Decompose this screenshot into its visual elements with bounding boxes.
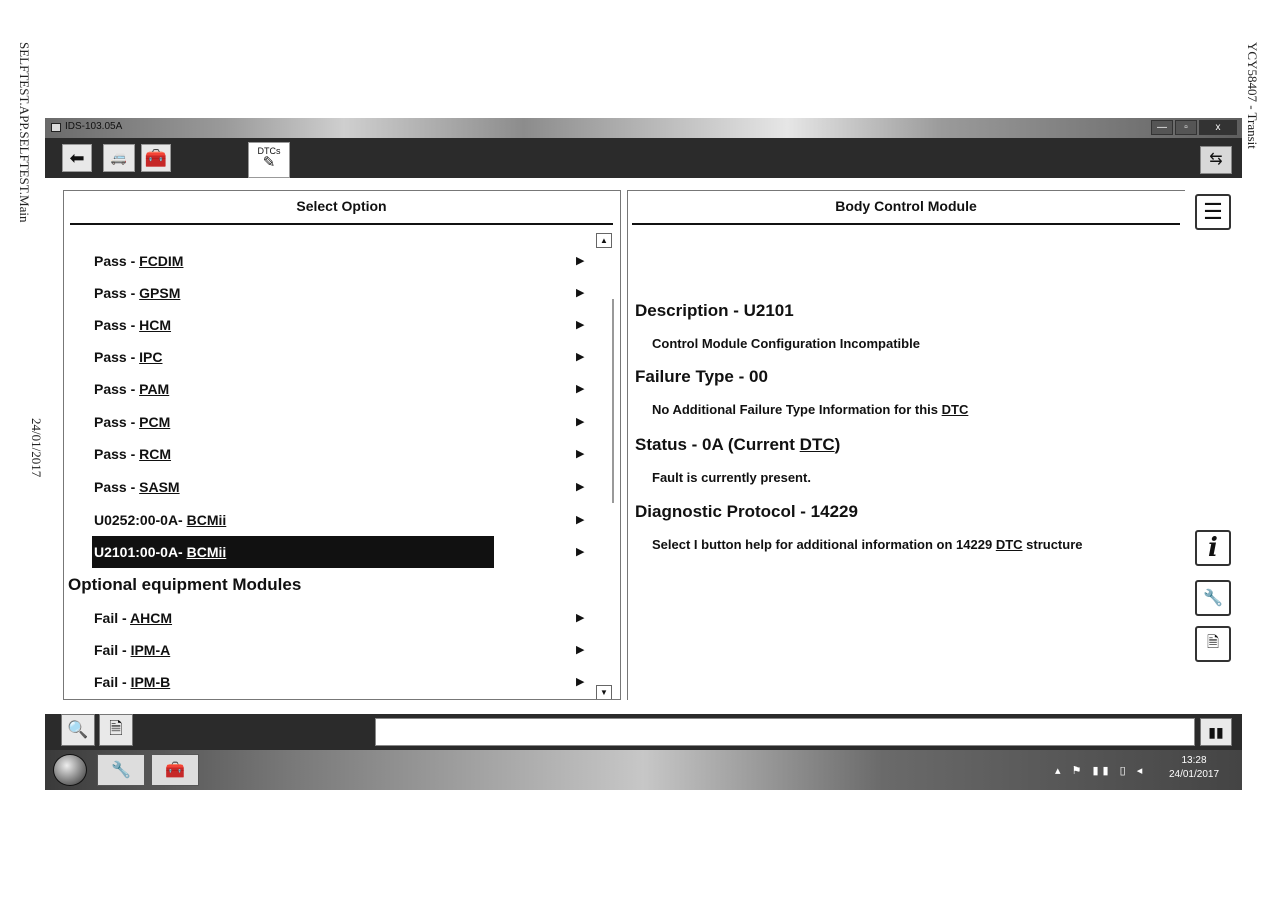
scroll-up-button[interactable]: ▲ xyxy=(596,233,612,248)
list-item[interactable]: U0252:00-0A- BCMii xyxy=(94,512,227,528)
dtc-link[interactable]: DTC xyxy=(799,435,835,454)
dtc-tab-label: DTCs xyxy=(257,146,281,156)
main-content xyxy=(45,178,1242,714)
module-link[interactable]: PAM xyxy=(139,381,170,397)
list-item[interactable]: Fail - AHCM xyxy=(94,610,173,626)
module-link[interactable]: IPC xyxy=(139,349,163,365)
start-button[interactable] xyxy=(53,754,87,786)
taskbar-clock[interactable] xyxy=(1159,754,1229,782)
module-link[interactable]: IPM-B xyxy=(130,674,171,690)
clock-time: 13:28 xyxy=(1181,755,1207,766)
toolbox-icon[interactable]: 🧰 xyxy=(141,144,171,172)
windows-taskbar xyxy=(45,750,1242,790)
window-icon xyxy=(51,123,61,132)
protocol-text: Select I button help for additional information on 14229 DTC structure xyxy=(652,537,1083,552)
select-option-header: Select Option xyxy=(70,191,613,225)
expand-arrow-icon[interactable]: ▶ xyxy=(576,546,585,558)
page-margin-vehicle: YCY58407 - Transit xyxy=(1245,42,1260,149)
list-item[interactable]: Pass - PCM xyxy=(94,414,171,430)
status-bar xyxy=(45,714,1242,750)
list-item[interactable]: Fail - IPM-A xyxy=(94,642,171,658)
module-link[interactable]: BCMii xyxy=(186,512,227,528)
list-item[interactable]: Pass - IPC xyxy=(94,349,163,365)
list-item[interactable]: Pass - RCM xyxy=(94,446,172,462)
title-bar xyxy=(45,118,1242,138)
module-link[interactable]: HCM xyxy=(139,317,172,333)
close-button[interactable]: x xyxy=(1199,120,1237,135)
dtc-link[interactable]: DTC xyxy=(941,402,969,417)
list-item-selected[interactable]: U2101:00-0A- BCMii xyxy=(92,536,494,568)
tab-dtcs[interactable] xyxy=(248,142,290,178)
expand-arrow-icon[interactable]: ▶ xyxy=(576,319,585,331)
dtc-link[interactable]: DTC xyxy=(995,537,1023,552)
list-item[interactable]: Pass - FCDIM xyxy=(94,253,184,269)
main-toolbar xyxy=(45,138,1242,178)
expand-arrow-icon[interactable]: ▶ xyxy=(576,416,585,428)
list-item[interactable]: Pass - GPSM xyxy=(94,285,181,301)
select-option-pane xyxy=(63,190,621,700)
status-heading: Status - 0A (Current DTC) xyxy=(635,435,841,454)
module-header: Body Control Module xyxy=(632,191,1180,225)
status-text: Fault is currently present. xyxy=(652,470,811,485)
back-connector-icon[interactable]: ⬅ xyxy=(62,144,92,172)
expand-arrow-icon[interactable]: ▶ xyxy=(576,481,585,493)
window-title: IDS-103.05A xyxy=(65,121,123,132)
expand-arrow-icon[interactable]: ▶ xyxy=(576,287,585,299)
maximize-button[interactable]: ▫ xyxy=(1175,120,1197,135)
module-link[interactable]: SASM xyxy=(139,479,180,495)
list-item[interactable]: Pass - PAM xyxy=(94,381,170,397)
book-icon[interactable]: ▮▮ xyxy=(1200,718,1232,746)
clock-date: 24/01/2017 xyxy=(1168,769,1220,780)
list-item[interactable]: Pass - HCM xyxy=(94,317,172,333)
list-menu-icon[interactable]: ☰ xyxy=(1195,194,1231,230)
search-report-icon[interactable]: 🔍 xyxy=(61,714,95,746)
expand-arrow-icon[interactable]: ▶ xyxy=(576,612,585,624)
info-icon[interactable]: i xyxy=(1195,530,1231,566)
module-link[interactable]: GPSM xyxy=(139,285,181,301)
document-icon[interactable]: 🗎 xyxy=(1195,626,1231,662)
module-link[interactable]: RCM xyxy=(139,446,172,462)
module-link[interactable]: AHCM xyxy=(130,610,173,626)
expand-arrow-icon[interactable]: ▶ xyxy=(576,676,585,688)
swap-arrows-icon[interactable]: ⇆ xyxy=(1200,146,1232,174)
list-item[interactable]: Pass - SASM xyxy=(94,479,180,495)
page-margin-path: SELFTEST.APP.SELFTEST.Main xyxy=(17,42,32,223)
system-tray-icons[interactable]: ▴ ⚑ ▮▮ ▯ ◂ xyxy=(1055,765,1147,777)
expand-arrow-icon[interactable]: ▶ xyxy=(576,383,585,395)
optional-modules-heading: Optional equipment Modules xyxy=(68,575,302,594)
ids-window xyxy=(45,118,1242,790)
failure-type-heading: Failure Type - 00 xyxy=(635,367,768,386)
status-message-field xyxy=(375,718,1195,746)
expand-arrow-icon[interactable]: ▶ xyxy=(576,514,585,526)
expand-arrow-icon[interactable]: ▶ xyxy=(576,644,585,656)
dtc-wrench-icon: ✎ xyxy=(262,154,276,171)
expand-arrow-icon[interactable]: ▶ xyxy=(576,351,585,363)
module-link[interactable]: BCMii xyxy=(186,544,227,560)
page-margin-date: 24/01/2017 xyxy=(29,418,44,478)
toolbox-icon[interactable]: 🔧 xyxy=(1195,580,1231,616)
list-item[interactable]: Fail - IPM-B xyxy=(94,674,171,690)
description-text: Control Module Configuration Incompatible xyxy=(652,336,920,351)
module-link[interactable]: PCM xyxy=(139,414,171,430)
protocol-heading: Diagnostic Protocol - 14229 xyxy=(635,502,858,521)
module-link[interactable]: FCDIM xyxy=(139,253,184,269)
scroll-down-button[interactable]: ▼ xyxy=(596,685,612,700)
notes-icon[interactable]: 🗎 xyxy=(99,714,133,746)
minimize-button[interactable]: — xyxy=(1151,120,1173,135)
failure-type-text: No Additional Failure Type Information for this DTC xyxy=(652,402,969,417)
scrollbar-track[interactable] xyxy=(612,299,614,503)
taskbar-app-ids[interactable]: 🔧 xyxy=(97,754,145,786)
dtc-detail-pane xyxy=(627,190,1185,700)
taskbar-app-tools[interactable]: 🧰 xyxy=(151,754,199,786)
description-heading: Description - U2101 xyxy=(635,301,794,320)
vehicle-icon[interactable]: 🚐 xyxy=(103,144,135,172)
expand-arrow-icon[interactable]: ▶ xyxy=(576,255,585,267)
module-link[interactable]: IPM-A xyxy=(130,642,171,658)
expand-arrow-icon[interactable]: ▶ xyxy=(576,448,585,460)
